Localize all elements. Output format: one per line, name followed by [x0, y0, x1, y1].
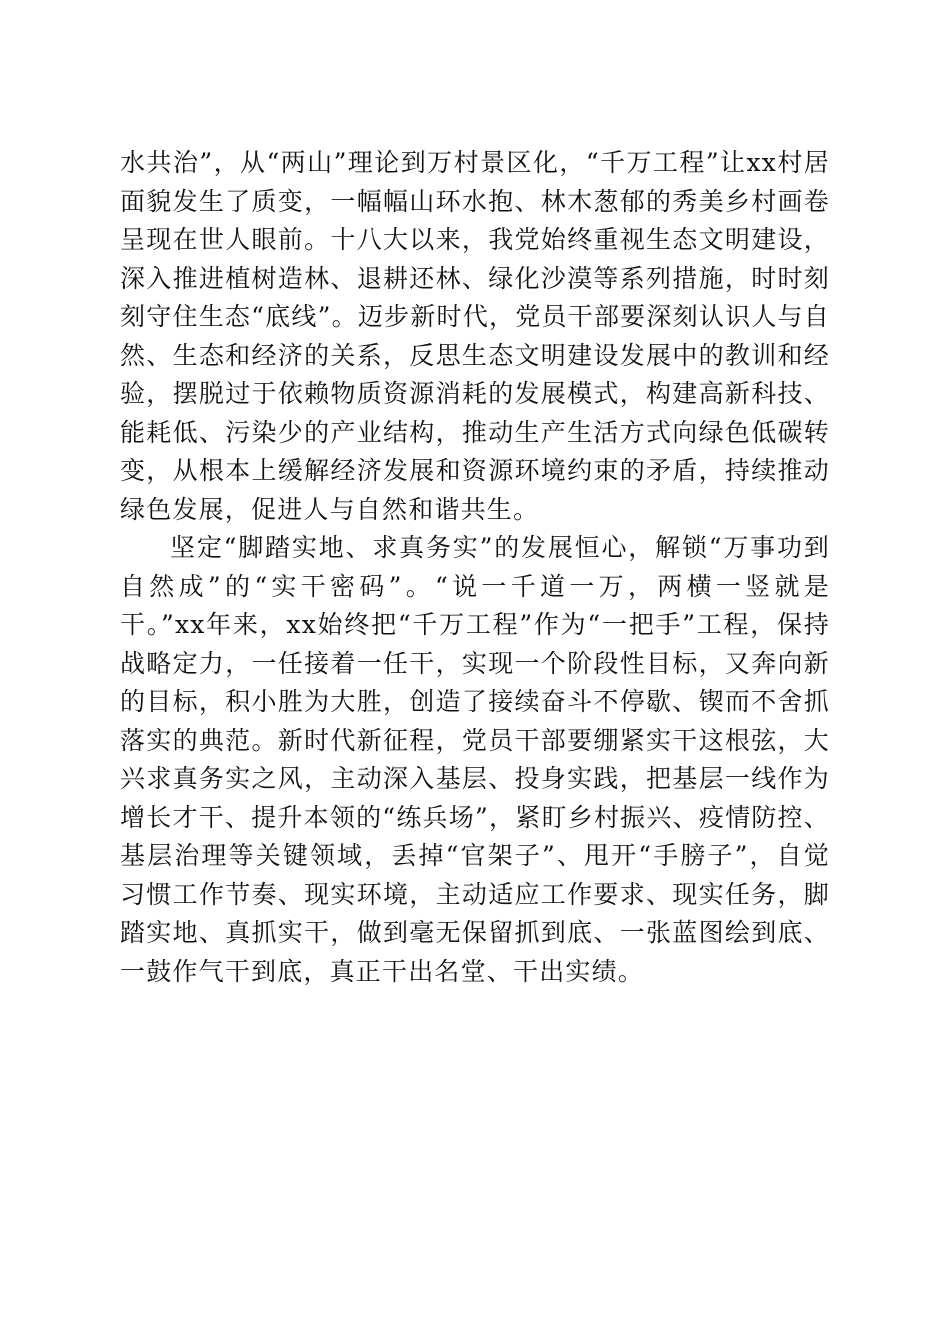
document-body — [120, 144, 830, 991]
paragraph-practical-work: 坚定“脚踏实地、求真务实”的发展恒心，解锁“万事功到自然成”的“实干密码”。“说一千道一万，两横一竖就是干。”xx年来，xx始终把“千万工程”作为“一把手”工程，保持战略定力，一任接着一任干，实现一个阶段性目标，又奔向新的目标，积小胜为大胜，创造了接续奋斗不停歇、锲而不舍抓落实的典范。新时代新征程，党员干部要绷紧实干这根弦，大兴求真务实之风，主动深入基层、投身实践，把基层一线作为增长才干、提升本领的“练兵场”，紧盯乡村振兴、疫情防控、基层治理等关键领域，丢掉“官架子”、甩开“手膀子”，自觉习惯工作节奏、现实环境，主动适应工作要求、现实任务，脚踏实地、真抓实干，做到毫无保留抓到底、一张蓝图绘到底、一鼓作气干到底，真正干出名堂、干出实绩。 — [120, 533, 830, 986]
paragraph-continued: 水共治”，从“两山”理论到万村景区化，“千万工程”让xx村居面貌发生了质变，一幅幅山环水抱、林木葱郁的秀美乡村画卷呈现在世人眼前。十八大以来，我党始终重视生态文明建设，深入推进植树造林、退耕还林、绿化沙漠等系列措施，时时刻刻守住生态“底线”。迈步新时代，党员干部要深刻认识人与自然、生态和经济的关系，反思生态文明建设发展中的教训和经验，摆脱过于依赖物质资源消耗的发展模式，构建高新科技、能耗低、污染少的产业结构，推动生产生活方式向绿色低碳转变，从根本上缓解经济发展和资源环境约束的矛盾，持续推动绿色发展，促进人与自然和谐共生。 — [120, 148, 830, 524]
